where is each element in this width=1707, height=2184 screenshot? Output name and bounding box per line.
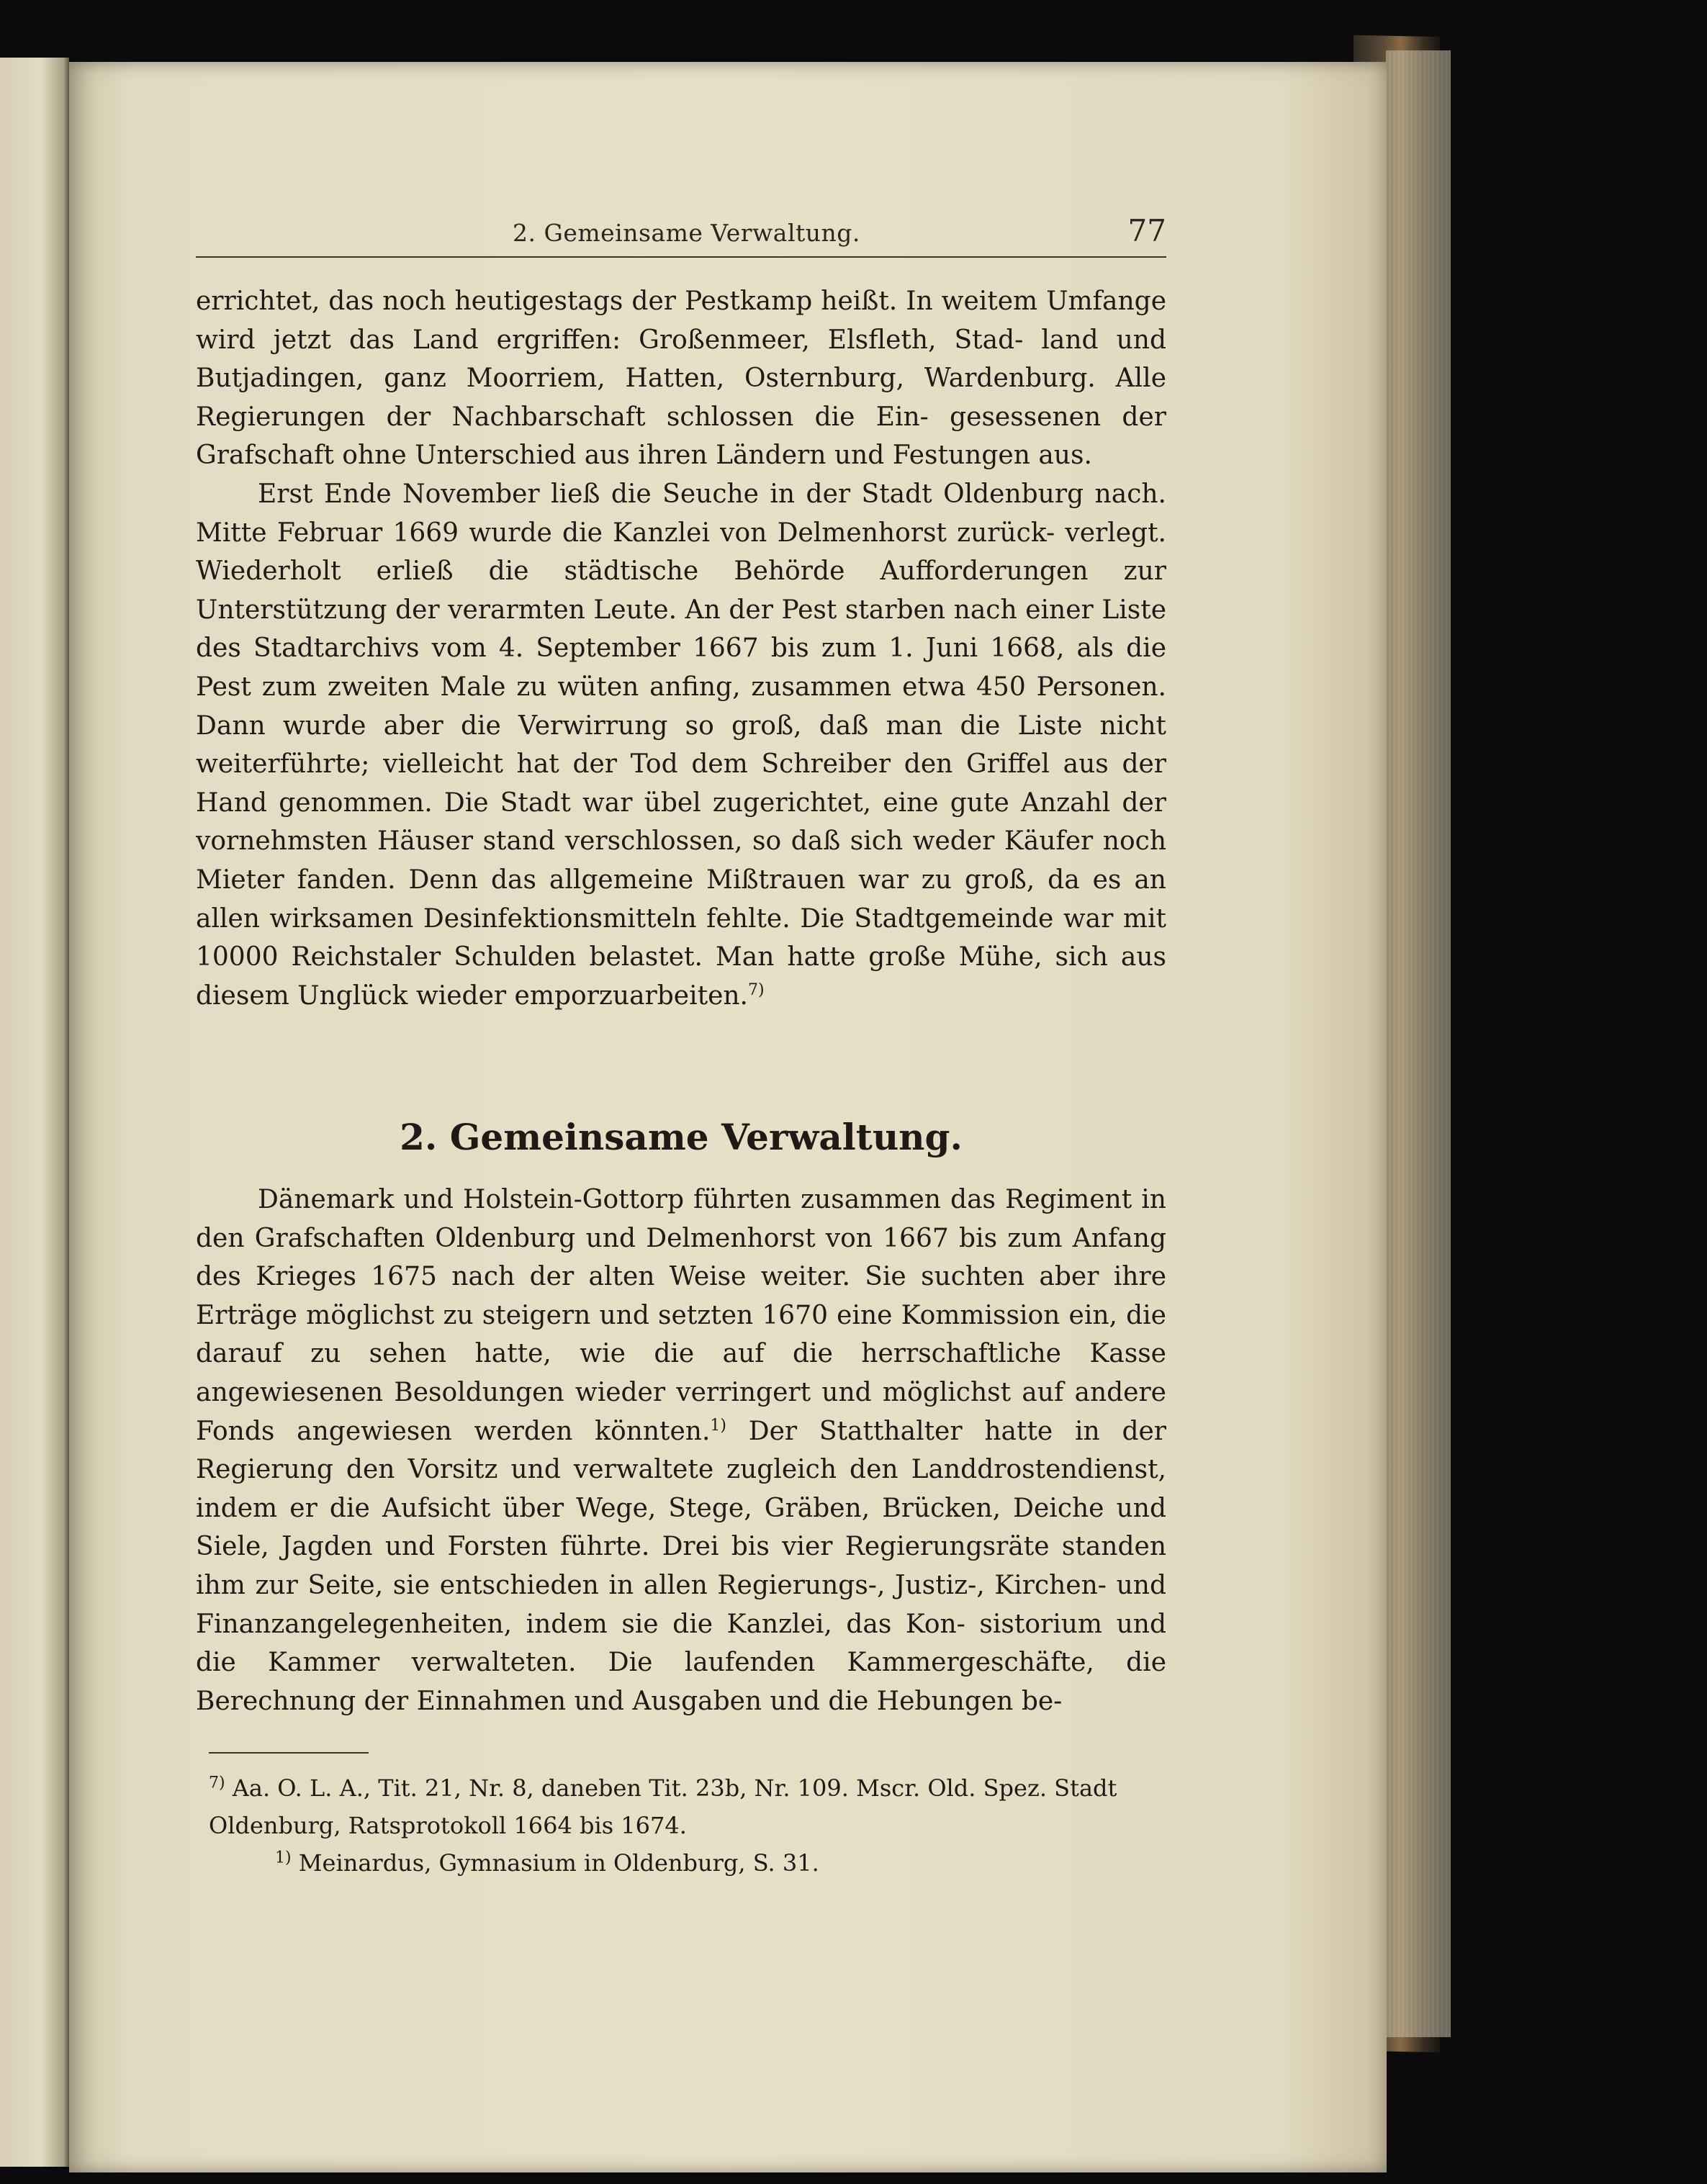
- running-title: 2. Gemeinsame Verwaltung.: [513, 219, 860, 247]
- body-text-section: [196, 1181, 1166, 1720]
- page-number: 77: [1127, 213, 1166, 248]
- section-heading: 2. Gemeinsame Verwaltung.: [400, 1116, 963, 1158]
- footnote-mark: 1): [275, 1849, 292, 1867]
- page-stack-edge: [1386, 50, 1451, 2037]
- paragraph-text: Der Statthalter hatte in der Regierung den Vorsitz und verwaltete zugleich den Landdrostendienst, indem er die Aufsicht über Wege, Stege, Gräben, Brücken, Deiche und Siele, Jagden und Forsten führte. Drei bis vier Regierungsräte standen ihm zur Seite, sie entschieden in allen Regierungs-, Justiz-, Kirchen- und Finanzangelegenheiten, indem sie die Kanzlei, das Kon- sistorium und die Kammer verwalteten. Die laufenden Kammergeschäfte, die Berechnung der Einnahmen und Ausgaben und die Hebungen be-: [196, 1416, 1167, 1716]
- footnote-text: Aa. O. L. A., Tit. 21, Nr. 8, daneben Tit. 23b, Nr. 109. Mscr. Old. Spez. Stadt Oldenburg, Ratsprotokoll 1664 bis 1674.: [209, 1774, 1117, 1839]
- footnote-7: [209, 1769, 1181, 1844]
- left-page-edge: [0, 58, 69, 2167]
- footnote-ref: 1): [710, 1416, 726, 1435]
- paragraph-text: Dänemark und Holstein-Gottorp führten zusammen das Regiment in den Grafschaften Oldenburg und Delmenhorst von 1667 bis zum Anfang des Krieges 1675 nach der alten Weise weiter. Sie suchten aber ihre Erträge möglichst zu steigern und setzten 1670 eine Kommission ein, die darauf zu sehen hatte, wie die auf die herrschaftliche Kasse angewiesenen Besoldungen wieder verringert und möglichst auf andere Fonds angewiesen werden könnten.: [196, 1185, 1166, 1446]
- footnote-ref: 7): [748, 980, 765, 999]
- body-text-top: [196, 282, 1166, 1015]
- paragraph-text: Erst Ende November ließ die Seuche in der Stadt Oldenburg nach. Mitte Februar 1669 wurde die Kanzlei von Delmenhorst zurück- verlegt. Wiederholt erließ die städtische Behörde Aufforderungen zur Unterstützung der verarmten Leute. An der Pest starben nach einer Liste des Stadtarchivs vom 4. September 1667 bis zum 1. Juni 1668, als die Pest zum zweiten Male zu wüten anfing, zusammen etwa 450 Personen. Dann wurde aber die Verwirrung so groß, daß man die Liste nicht weiterführte; vielleicht hat der Tod dem Schreiber den Griffel aus der Hand genommen. Die Stadt war übel zugerichtet, eine gute Anzahl der vornehmsten Häuser stand verschlossen, so daß sich weder Käufer noch Mieter fanden. Denn das allgemeine Mißtrauen war zu groß, da es an allen wirksamen Desinfektionsmitteln fehlte. Die Stadtgemeinde war mit 10000 Reichstaler Schulden belastet. Man hatte große Mühe, sich aus diesem Unglück wieder emporzuarbeiten.: [196, 479, 1166, 1011]
- footnotes: [209, 1769, 1181, 1882]
- paragraph: [196, 1181, 1166, 1720]
- footnote-mark: 7): [209, 1774, 225, 1792]
- footnote-rule: [209, 1752, 369, 1754]
- page-header: [196, 213, 1166, 258]
- footnote-1: [209, 1844, 1181, 1882]
- paragraph: errichtet, das noch heutigestags der Pestkamp heißt. In weitem Umfange wird jetzt das Land ergriffen: Großenmeer, Elsfleth, Stad- land und Butjadingen, ganz Moorriem, Hatten, Osternburg, Wardenburg. Alle Regierungen der Nachbarschaft schlossen die Ein- gesessenen der Grafschaft ohne Unterschied aus ihren Ländern und Festungen aus.: [196, 286, 1166, 471]
- footnote-text: Meinardus, Gymnasium in Oldenburg, S. 31.: [291, 1849, 819, 1877]
- paragraph: [196, 475, 1166, 1015]
